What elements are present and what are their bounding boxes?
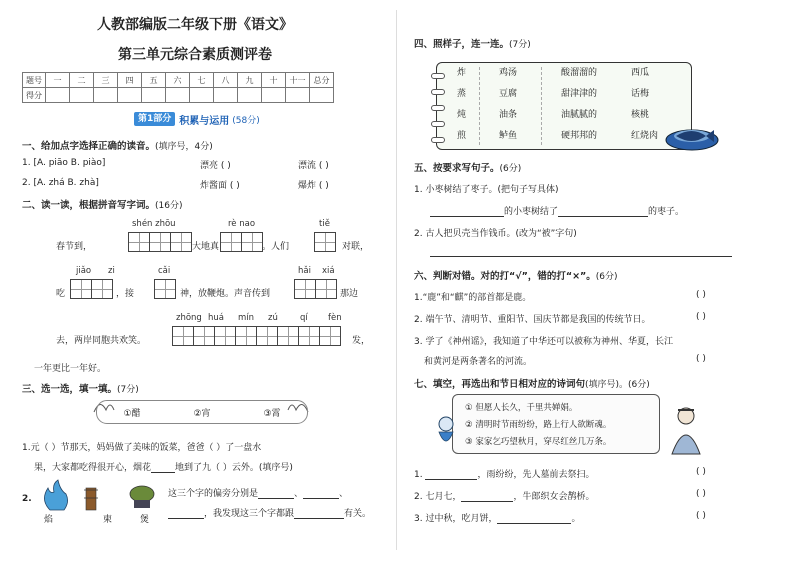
answer-blank[interactable] <box>558 207 648 217</box>
score-cell: 题号 <box>23 73 46 88</box>
match-col-1 <box>457 63 466 147</box>
q5-answer-text: 的小枣树结了 <box>504 207 559 217</box>
fish-plate-illustration <box>664 112 720 152</box>
score-input-cell[interactable] <box>70 88 94 103</box>
score-input-cell[interactable] <box>46 88 70 103</box>
score-cell: 六 <box>166 73 190 88</box>
q3-option: ②宵 <box>193 408 211 419</box>
pinyin: cǎi <box>158 266 171 276</box>
word: 爆炸 <box>298 181 317 191</box>
q3-sentence-text: 果，大家都吃得很开心，烟花 <box>34 463 152 473</box>
q3-sentence-text: 地 <box>175 463 185 473</box>
pinyin: mín <box>238 313 255 323</box>
pinyin: huá <box>208 313 224 323</box>
q5-heading-text: 五、按要求写句子。 <box>414 163 500 174</box>
score-cell: 一 <box>46 73 70 88</box>
pinyin: zi <box>108 266 115 276</box>
score-input-cell[interactable] <box>166 88 190 103</box>
girl-icon <box>434 414 458 448</box>
answer-paren[interactable]: ( ) <box>696 511 706 521</box>
q1-item-num: 2. <box>22 178 31 188</box>
score-input-cell[interactable] <box>310 88 334 103</box>
answer-paren[interactable]: ( ) <box>318 161 329 171</box>
score-input-cell[interactable] <box>94 88 118 103</box>
q3-heading <box>22 381 139 395</box>
q3-sentence-text: 这三个字的偏旁分别是 <box>168 489 259 499</box>
poem-box <box>452 394 660 454</box>
q2-text: 春节到， <box>56 242 93 252</box>
q6-item: 1.“鹿”和“麒”的部首都是鹿。 <box>414 293 532 303</box>
q2-text: 对联， <box>342 242 370 252</box>
pic-label: 焰 <box>44 515 54 525</box>
score-table <box>22 72 334 103</box>
answer-blank[interactable] <box>303 489 339 499</box>
score-row-label: 得分 <box>23 88 46 103</box>
q7-item-text: ，牛郎织女会鹊桥。 <box>513 492 595 502</box>
pinyin: xiá <box>322 266 335 276</box>
match-item[interactable]: 西瓜 <box>631 68 650 78</box>
score-cell: 五 <box>142 73 166 88</box>
match-item[interactable]: 核桃 <box>631 110 650 120</box>
tian-grid-blank[interactable] <box>128 232 191 255</box>
dashed-divider <box>541 67 543 145</box>
match-item[interactable]: 甜津津的 <box>561 89 598 99</box>
score-input-cell[interactable] <box>262 88 286 103</box>
tian-grid-blank[interactable] <box>172 326 340 349</box>
q2-text: 那边 <box>340 289 359 299</box>
tian-grid-blank[interactable] <box>294 279 336 302</box>
q7-item-text: 。 <box>571 514 581 524</box>
match-item[interactable]: 红烧肉 <box>631 131 659 141</box>
answer-paren[interactable]: ( ) <box>696 312 706 322</box>
q2-text: 一年更比一年好。 <box>34 364 107 374</box>
answer-blank[interactable] <box>430 207 504 217</box>
q2-text: 吃 <box>56 289 66 299</box>
answer-paren[interactable]: ( ) <box>220 161 231 171</box>
pic-label: 煲 <box>140 515 150 525</box>
answer-paren[interactable]: ( ) <box>318 181 329 191</box>
q7-item-num: 2. <box>414 492 423 502</box>
q3-sentence-text: 到了九（ ）云外。(填序号) <box>184 463 293 473</box>
q7-item-text: ，雨纷纷，先人墓前去祭扫。 <box>477 470 595 480</box>
spiral-ring <box>431 137 445 143</box>
pinyin: shén zhōu <box>132 219 176 229</box>
score-table-score-row <box>23 88 334 103</box>
score-input-cell[interactable] <box>214 88 238 103</box>
score-cell: 二 <box>70 73 94 88</box>
score-input-cell[interactable] <box>190 88 214 103</box>
answer-blank[interactable] <box>294 509 344 519</box>
q2-note: (16分) <box>155 201 183 211</box>
match-col-4 <box>631 63 658 147</box>
poem-line: ② 清明时节雨纷纷，路上行人欲断魂。 <box>465 420 612 430</box>
poem-line: ③ 家家乞巧望秋月，穿尽红丝几万条。 <box>465 437 612 447</box>
spiral-ring <box>431 105 445 111</box>
q7-heading-text: 七、填空，再选出和节日相对应的诗词句 <box>414 379 586 390</box>
q7-item-text: 七月七， <box>425 492 462 502</box>
answer-paren[interactable]: ( ) <box>696 467 706 477</box>
q7-item-3 <box>414 511 581 524</box>
spiral-ring <box>431 89 445 95</box>
spiral-ring <box>431 73 445 79</box>
q2-heading <box>22 197 183 211</box>
q7-item-1 <box>414 467 594 480</box>
tian-grid-blank[interactable] <box>220 232 262 255</box>
answer-line[interactable] <box>430 256 732 257</box>
pinyin: zú <box>268 313 278 323</box>
q1-item-options: [A. piāo B. piào] <box>33 158 106 168</box>
page-title: 人教部编版二年级下册《语文》 <box>97 17 293 33</box>
q7-item-2 <box>414 489 595 502</box>
score-cell: 十 <box>262 73 286 88</box>
q6-heading <box>414 268 618 282</box>
q7-item-num: 1. <box>414 470 423 480</box>
score-table-header-row <box>23 73 334 88</box>
q2-heading-text: 二、读一读，根据拼音写字词。 <box>22 200 156 211</box>
word: 漂亮 <box>200 161 219 171</box>
tian-grid-blank[interactable] <box>70 279 112 302</box>
pictures <box>36 478 156 512</box>
pic-label: 柬 <box>103 515 113 525</box>
score-input-cell[interactable] <box>286 88 310 103</box>
q5-item-1-answer <box>430 204 684 217</box>
match-col-3 <box>561 63 597 147</box>
match-item[interactable]: 煎 <box>457 131 467 141</box>
q2-text: 发， <box>352 336 371 346</box>
part1-score: (58分) <box>232 115 260 126</box>
answer-paren[interactable]: ( ) <box>696 489 706 499</box>
q3-options-banner <box>96 400 308 424</box>
spiral-ring <box>431 121 445 127</box>
q1-note: (填序号，4分) <box>155 142 213 152</box>
score-input-cell[interactable] <box>118 88 142 103</box>
score-cell: 八 <box>214 73 238 88</box>
q6-item: 和黄河是两条著名的河流。 <box>424 357 533 367</box>
q1-item-1-word2 <box>298 158 329 171</box>
match-item[interactable]: 鸡汤 <box>499 68 518 78</box>
q3-heading-text: 三、选一选，填一填。 <box>22 384 118 395</box>
q6-heading-text: 六、判断对错。对的打“√”，错的打“×”。 <box>414 271 596 282</box>
pinyin: hǎi <box>298 266 311 276</box>
q3-option: ③霄 <box>263 408 281 419</box>
part1-number: 第1部分 <box>134 112 175 126</box>
answer-blank[interactable] <box>497 514 571 524</box>
match-item[interactable]: 油条 <box>499 110 518 120</box>
answer-paren[interactable]: ( ) <box>696 354 706 364</box>
q3-sentence-text: 有关。 <box>344 509 372 519</box>
answer-blank[interactable] <box>258 489 294 499</box>
score-cell: 七 <box>190 73 214 88</box>
q1-item-2-word1 <box>200 178 240 191</box>
answer-blank[interactable] <box>461 492 513 502</box>
pot-icon <box>130 486 154 508</box>
q6-note: (6分) <box>595 272 618 282</box>
q6-item: 2. 端午节、清明节、重阳节、国庆节都是我国的传统节日。 <box>414 315 651 325</box>
q2-text: 去，两岸同胞共欢笑。 <box>56 336 147 346</box>
q3-sentence-2a: 这三个字的偏旁分别是 、 、 <box>168 489 349 499</box>
q1-item-2-word2 <box>298 178 329 191</box>
score-cell: 总分 <box>310 73 334 88</box>
scholar-icon <box>664 404 708 458</box>
q3-sentence-2b <box>168 506 371 519</box>
q7-heading <box>414 376 650 390</box>
word: 漂流 <box>298 161 317 171</box>
page-divider <box>396 10 397 550</box>
score-cell: 十一 <box>286 73 310 88</box>
q7-item-num: 3. <box>414 514 423 524</box>
q5-item-2: 2. 古人把贝壳当作钱币。(改为“被”字句) <box>414 229 577 239</box>
match-col-2 <box>499 63 517 147</box>
q5-note: (6分) <box>499 164 522 174</box>
q7-item-text: 过中秋，吃月饼， <box>425 514 498 524</box>
match-item[interactable]: 蒸 <box>457 89 467 99</box>
score-cell: 九 <box>238 73 262 88</box>
q3-sentence-1b <box>34 460 293 473</box>
q5-heading <box>414 160 521 174</box>
flame-icon <box>44 480 67 510</box>
answer-blank[interactable] <box>425 470 477 480</box>
match-item[interactable]: 炖 <box>457 110 467 120</box>
part1-title: 积累与运用 <box>179 115 230 127</box>
page-subtitle: 第三单元综合素质测评卷 <box>118 47 272 63</box>
q1-item-2 <box>22 178 99 188</box>
q5-answer-text: 的枣子。 <box>648 207 685 217</box>
q2-text: 大地真 <box>192 242 220 252</box>
word: 炸酱面 <box>200 181 228 191</box>
q2-text: 。人们 <box>262 242 290 252</box>
score-cell: 三 <box>94 73 118 88</box>
q1-item-1-word1 <box>200 158 231 171</box>
q1-heading <box>22 138 213 152</box>
match-item[interactable]: 豆腐 <box>499 89 518 99</box>
pinyin: tiě <box>319 219 330 229</box>
match-item[interactable]: 酸溜溜的 <box>561 68 598 78</box>
score-input-cell[interactable] <box>238 88 262 103</box>
answer-blank[interactable] <box>168 509 204 519</box>
tian-grid-blank[interactable] <box>154 279 175 302</box>
q3-option: ①醋 <box>123 408 141 419</box>
pinyin: jiǎo <box>76 266 92 276</box>
answer-blank[interactable] <box>151 463 175 473</box>
q3-note: (7分) <box>117 385 139 395</box>
q4-heading <box>414 36 531 50</box>
bundle-icon <box>84 488 98 510</box>
q1-item-num: 1. <box>22 158 31 168</box>
matching-notebook <box>436 62 692 150</box>
q1-item-options: [A. zhá B. zhà] <box>33 178 99 188</box>
match-item[interactable]: 话梅 <box>631 89 650 99</box>
q6-item: 3. 学了《神州谣》，我知道了中华还可以被称为神州、华夏，长江 <box>414 337 673 347</box>
q7-note: (填序号)。(6分) <box>585 380 650 390</box>
match-item[interactable]: 鲈鱼 <box>499 131 518 141</box>
pinyin: fèn <box>328 313 342 323</box>
match-item[interactable]: 硬邦邦的 <box>561 131 598 141</box>
q2-text: ，接 <box>116 289 135 299</box>
pinyin: rè nao <box>228 219 256 229</box>
pinyin: qí <box>300 313 308 323</box>
answer-paren[interactable]: ( ) <box>696 290 706 300</box>
answer-paren[interactable]: ( ) <box>229 181 240 191</box>
q4-note: (7分) <box>509 40 531 50</box>
match-item[interactable]: 油腻腻的 <box>561 110 598 120</box>
score-cell: 四 <box>118 73 142 88</box>
q3-sentence-1a: 1.元（ ）节那天，妈妈做了美味的饭菜，爸爸（ ）了一盘水 <box>22 443 262 453</box>
score-input-cell[interactable] <box>142 88 166 103</box>
q1-item-1 <box>22 158 105 168</box>
poem-line: ① 但愿人长久，千里共婵娟。 <box>465 403 578 413</box>
part1-badge <box>134 112 260 126</box>
tian-grid-blank[interactable] <box>314 232 335 255</box>
pinyin: zhōng <box>176 313 202 323</box>
q2-text: 神，放鞭炮。声音传到 <box>180 289 271 299</box>
q1-heading-text: 一、给加点字选择正确的读音。 <box>22 141 156 152</box>
q3-sentence-text: ，我发现这三个字都跟 <box>204 509 295 519</box>
q5-item-1: 1. 小枣树结了枣子。(把句子写具体) <box>414 185 559 195</box>
dashed-divider <box>479 67 481 145</box>
q3-item-2-num: 2. <box>22 494 32 504</box>
match-item[interactable]: 炸 <box>457 68 467 78</box>
q4-heading-text: 四、照样子，连一连。 <box>414 39 510 50</box>
